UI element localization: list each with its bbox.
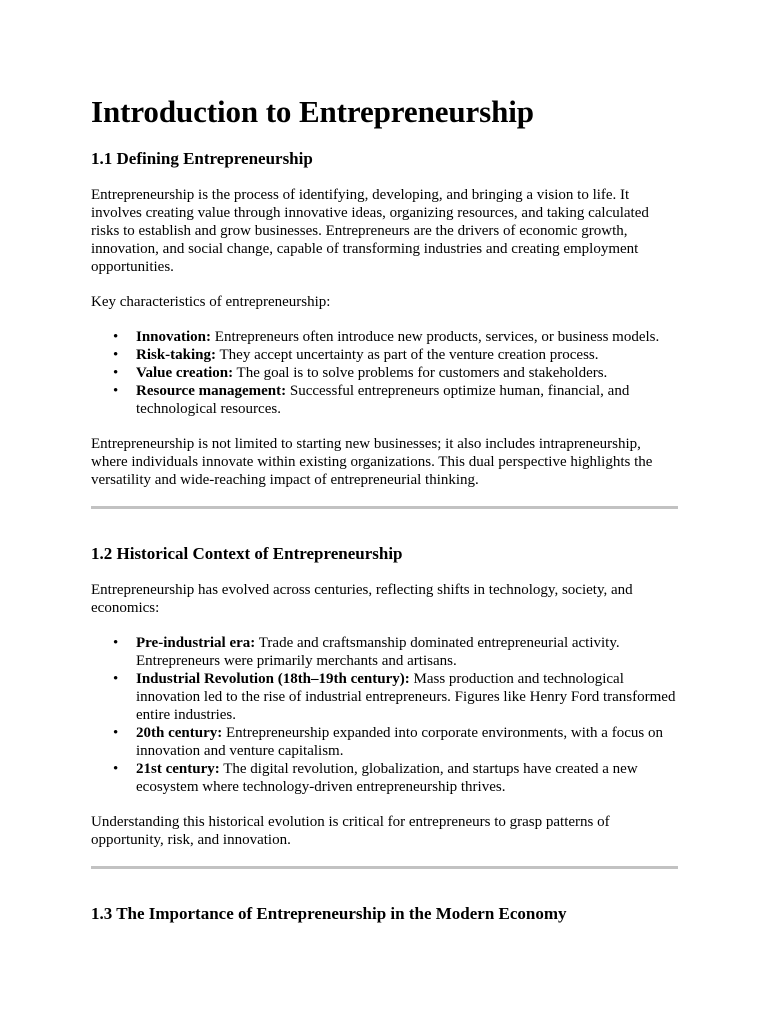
bullet-icon: •	[113, 761, 119, 777]
list-item-text: Entrepreneurs often introduce new products, services, or business models.	[211, 329, 660, 345]
paragraph: Entrepreneurship has evolved across centuries, reflecting shifts in technology, society, and economics:	[91, 582, 633, 616]
paragraph: Key characteristics of entrepreneurship:	[91, 294, 331, 310]
paragraph: Understanding this historical evolution is critical for entrepreneurs to grasp patterns of opportunity, risk, and innovation.	[91, 814, 610, 848]
list-item-term: 21st century:	[136, 761, 220, 777]
bullet-icon: •	[113, 365, 119, 381]
bullet-icon: •	[113, 671, 119, 687]
section-divider	[91, 506, 678, 509]
bullet-icon: •	[113, 329, 119, 345]
list-item-term: Innovation:	[136, 329, 212, 345]
list-item	[91, 760, 678, 796]
list-item-text: The digital revolution, globalization, and startups have created a new ecosystem where technology-driven entrepreneurship thrives.	[136, 761, 638, 795]
section-importance	[91, 903, 678, 925]
list-item-text: Entrepreneurship expanded into corporate environments, with a focus on innovation and venture capitalism.	[136, 725, 663, 759]
list-item-term: Risk-taking:	[136, 347, 217, 363]
page-title: Introduction to Entrepreneurship	[91, 94, 534, 129]
list-item-term: 20th century:	[136, 725, 223, 741]
bullet-icon: •	[113, 635, 119, 651]
list-item-term: Resource management:	[136, 383, 287, 399]
section-historical	[91, 543, 678, 849]
list-item-text: Mass production and technological innovation led to the rise of industrial entrepreneurs. Figures like Henry Ford transformed entire industries.	[136, 671, 676, 723]
list-item-text: The goal is to solve problems for customers and stakeholders.	[233, 365, 608, 381]
bullet-icon: •	[113, 383, 119, 399]
list-item-text: Successful entrepreneurs optimize human, financial, and technological resources.	[136, 383, 630, 417]
section-heading: 1.1 Defining Entrepreneurship	[91, 149, 313, 168]
paragraph: Entrepreneurship is not limited to starting new businesses; it also includes intrapreneurship, where individuals innovate within existing organizations. This dual perspective highlights the versatility and wide-reaching impact of entrepreneurial thinking.	[91, 436, 653, 488]
bullet-icon: •	[113, 725, 119, 741]
section-defining	[91, 148, 678, 489]
list-item	[91, 634, 678, 670]
list-item-term: Industrial Revolution (18th–19th century):	[136, 671, 410, 687]
bullet-icon: •	[113, 347, 119, 363]
list-item	[91, 670, 678, 724]
list-item-term: Value creation:	[136, 365, 234, 381]
section-heading: 1.3 The Importance of Entrepreneurship in the Modern Economy	[91, 904, 567, 923]
list-item	[91, 724, 678, 760]
list-item-text: Trade and craftsmanship dominated entrepreneurial activity. Entrepreneurs were primarily merchants and artisans.	[136, 635, 620, 669]
section-divider	[91, 866, 678, 869]
bullet-list	[91, 634, 678, 796]
list-item	[91, 382, 678, 418]
section-heading: 1.2 Historical Context of Entrepreneurship	[91, 544, 403, 563]
list-item-text: They accept uncertainty as part of the venture creation process.	[216, 347, 599, 363]
list-item	[91, 364, 678, 382]
paragraph: Entrepreneurship is the process of identifying, developing, and bringing a vision to life. It involves creating value through innovative ideas, organizing resources, and taking calculated risks to establish and grow businesses. Entrepreneurs are the drivers of economic growth, innovation, and social change, capable of transforming industries and creating employment opportunities.	[91, 187, 649, 275]
list-item	[91, 346, 678, 364]
bullet-list	[91, 328, 678, 418]
list-item	[91, 328, 678, 346]
list-item-term: Pre-industrial era:	[136, 635, 256, 651]
